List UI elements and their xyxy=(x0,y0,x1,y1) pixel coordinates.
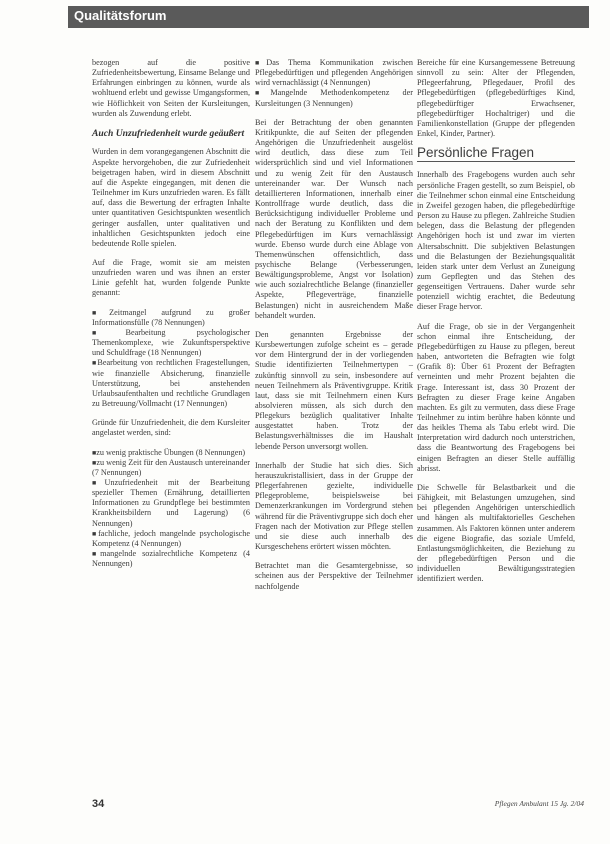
column-3 xyxy=(417,58,575,594)
section-title: Qualitätsforum xyxy=(74,8,167,23)
page-number: 34 xyxy=(92,798,105,810)
bullet-list xyxy=(92,448,250,570)
header-bar xyxy=(68,6,589,28)
list-item: ■ fachliche, jedoch mangelnde psychologische Kompetenz (4 Nennungen) xyxy=(92,529,250,549)
section-heading: Persönliche Fragen xyxy=(417,148,575,162)
column-2 xyxy=(255,58,413,601)
paragraph: Innerhalb der Studie hat sich dies. Sich herauszukristallisiert, dass in der Gruppe der Pflegerfahrenen gezielte, individuelle Pflegeprobleme, beispielsweise bei Demenzerkrankungen im Vordergrund stehen während für die Präventivgruppe sich doch eher Fragen nach der Motivation zur Pflege stellen und sie diese auch innerhalb des Kursgeschehens erörtert wissen möchten. xyxy=(255,460,413,552)
list-item: ■ Zeitmangel aufgrund zu großer Informationsfülle (78 Nennungen) xyxy=(92,308,250,328)
paragraph: Den genannten Ergebnisse der Kursbewertungen zufolge scheint es – gerade vor dem Hintergrund der in der vorliegenden Studie identifizierten Teilnehmertypen – zukünftig sinnvoll zu sein, insbesondere auf neuen Teilnehmern als Präventivgruppe. Kritik laut, dass sie mit Teilnehmern einen Kurs absolvieren müssen, als sich durch den Pflegekurs bezüglich qualitativer Inhalte ausgestattet haben. Trotz der Belastungsverhältnisses die im Haushalt lebende Person unversorgt wollen. xyxy=(255,329,413,451)
paragraph: Innerhalb des Fragebogens wurden auch sehr persönliche Fragen gestellt, so zum Beispiel, ob die Teilnehmer schon einmal eine Entscheidung in Zweifel gezogen haben, die pflegebedürftige Person zu Hause zu pflegen. Zahlreiche Studien belegen, dass die Belastung der pflegenden Angehörigen hoch ist und zwar im vierten Altersabschnitt. Die subjektiven Belastungen und die Belastungen der Beziehungsqualität leiden stark unter dem Verlust an Zuneigung zum Gepflegten und das Stehen des gegenseitigen Vertrauens. Daher wurde sehr potenziell wichtig erachtet, die Bedeutung dieser Frage hervor. xyxy=(417,170,575,312)
paragraph: Die Schwelle für Belastbarkeit und die Fähigkeit, mit Belastungen umzugehen, sind bei pflegenden Angehörigen unterschiedlich und hängen als multifaktorielles Geschehen zusammen. Als Faktoren können unter anderem die eigene Biografie, das soziale Umfeld, Entlastungsmöglichkeiten, die Beziehung zu der pflegebedürftigen Person und die individuellen Bewältigungsstrategien identifiziert werden. xyxy=(417,482,575,584)
subheading: Auch Unzufriedenheit wurde geäußert xyxy=(92,127,245,139)
paragraph: Auf die Frage, ob sie in der Vergangenheit schon einmal ihre Entscheidung, der Pflegebedürftigen zu Hause zu pflegen, bereut haben, antworteten die Befragten wie folgt (Grafik 8): Über 61 Prozent der Befragten verneinten und mehr Prozent bejahten die Frage. Interessant ist, dass 30 Prozent der Befragten zu dieser Frage keine Angaben machten. Es gilt zu vermuten, dass diese Frage Teilnehmer zu intim berühre haben könnte und das heikles Thema als Tabu erlebt wird. Die Interpretation wird dadurch noch unterstrichen, dass die Beantwortung des Fragebogens bei einigen Befragten an dieser Stelle auffällig abrisst. xyxy=(417,321,575,473)
journal-citation: Pflegen Ambulant 15 Jg. 2/04 xyxy=(494,799,584,808)
list-item: ■ Das Thema Kommunikation zwischen Pflegebedürftigen und pflegenden Angehörigen wird vernachlässigt (4 Nennungen) xyxy=(255,58,413,88)
paragraph: Bei der Betrachtung der oben genannten Kritikpunkte, die auf Seiten der pflegenden Angehörigen die Unzufriedenheit ausgelöst wird deutlich, dass diese zum Teil widersprüchlich sind und viel Informationen und zu wenig Zeit für den Austausch untereinander war. Der Wunsch nach detaillierteren Informationen, innerhalb einer Kontrollfrage wurde deutlich, dass die Berücksichtigung individueller Probleme und nach der Beratung zu Konflikten und dem Pflegebedürftigen im Kurs vernachlässigt wurde. Ebenso wurde durch eine Ablage von Themenwünschen offensichtlich, dass psychische Belange (Verbesserungen, Bewältigungsprobleme, Angst vor Isolation) wie auch sozialrechtliche Belange (finanzieller Aspekte, Pflegeverträge, finanzielle Belastungen) nicht in ausreichendem Maße behandelt wurden. xyxy=(255,117,413,320)
list-item: ■ Bearbeitung von rechtlichen Fragestellungen, wie finanzielle Absicherung, finanzielle Unterstützung, bei anstehenden Urlaubsaufenthalten und rechtliche Grundlagen zu Betreuung/Vollmacht (17 Nennungen) xyxy=(92,358,250,409)
list-item: ■ Mangelnde Methodenkompetenz der Kursleitungen (3 Nennungen) xyxy=(255,88,413,108)
paragraph: Betrachtet man die Gesamtergebnisse, so scheinen aus der Perspektive der Teilnehmer nachfolgende xyxy=(255,561,413,591)
column-1 xyxy=(92,58,250,578)
paragraph: bezogen auf die positive Zufriedenheitsbewertung, Einsame Belange und Erfahrungen einbringen zu können, wurde als wohltuend erlebt und gewisse Umgangsformen, wie Höflichkeit von Seiten der Kursleitungen, wurden als Zuwendung erlebt. xyxy=(92,58,250,118)
list-item: ■ Unzufriedenheit mit der Bearbeitung spezieller Themen (Ernährung, detaillierten Informationen zu Grundpflege bei bestimmten Krankheitsbildern und Lagerung) (6 Nennungen) xyxy=(92,478,250,529)
paragraph: Bereiche für eine Kursangemessene Betreuung sinnvoll zu sein: Alter der Pflegenden, Pflegeerfahrung, Pflegedauer, Profil des Pflegebedürftigen (pflegebedürftiges Kind, pflegebedürftiger Erwachsener, pflegebedürftiger Hochaltriger) und die Familienkonstellation (Gruppe der pflegenden Enkel, Kinder, Partner). xyxy=(417,58,575,139)
list-item: ■ zu wenig praktische Übungen (8 Nennungen) xyxy=(92,448,250,458)
bullet-list xyxy=(255,58,413,109)
list-item: ■ mangelnde sozialrechtliche Kompetenz (4 Nennungen) xyxy=(92,549,250,569)
paragraph: Auf die Frage, womit sie am meisten unzufrieden waren und was ihnen an erster Linie gefehlt hat, wurden folgende Punkte genannt: xyxy=(92,258,250,298)
bullet-list xyxy=(92,308,250,410)
paragraph: Gründe für Unzufriedenheit, die dem Kursleiter angelastet werden, sind: xyxy=(92,418,250,438)
list-item: ■ Bearbeitung psychologischer Themenkomplexe, wie Zukunftsperspektive und Schuldfrage (18 Nennungen) xyxy=(92,328,250,358)
paragraph: Wurden in dem vorangegangenen Abschnitt die Aspekte hervorgehoben, die zur Zufriedenheit beigetragen haben, wird in diesem Abschnitt auf die Aspekte eingegangen, mit denen die Teilnehmer im Kurs unzufrieden waren. Es fällt auf, dass die Bewertung der erfragten Inhalte unter quantitativen Gesichtspunkten wesentlich geringer ausfallen, unter qualitativen und inhaltlichen Gesichtspunkten jedoch eine bedeutende Rolle spielen. xyxy=(92,147,250,248)
list-item: ■ zu wenig Zeit für den Austausch untereinander (7 Nennungen) xyxy=(92,458,250,478)
